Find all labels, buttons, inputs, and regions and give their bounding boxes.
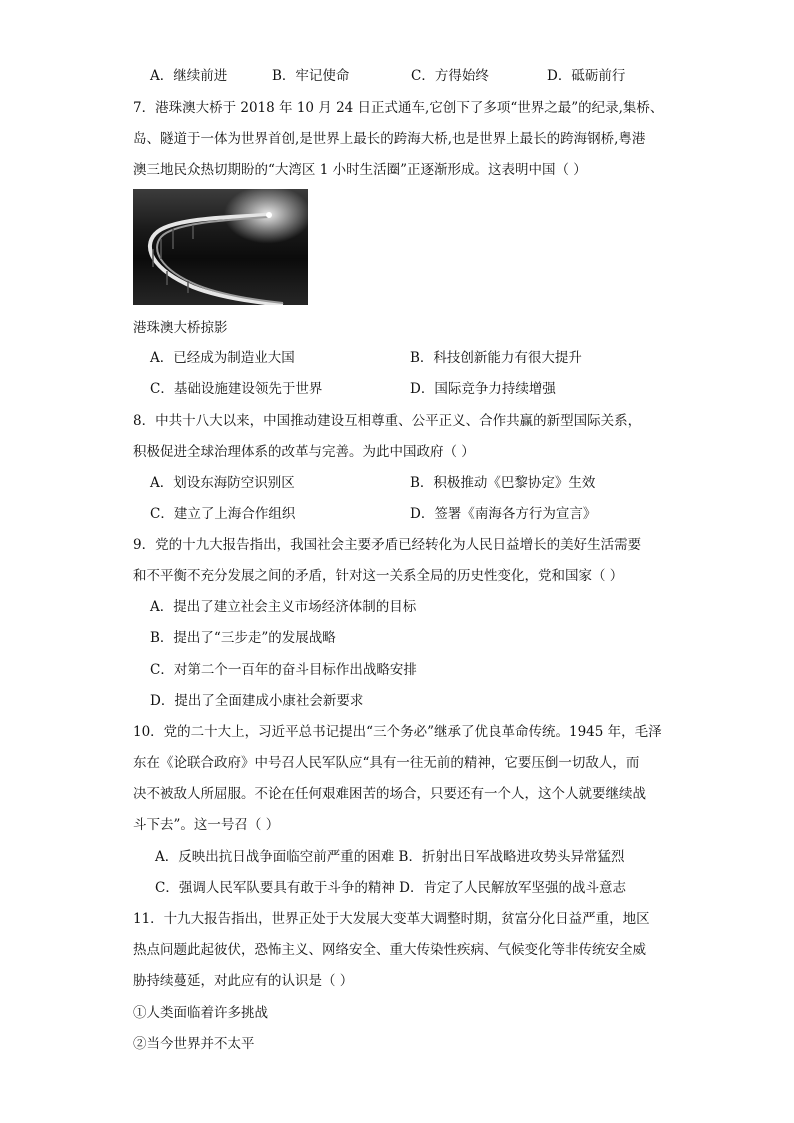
q6-option-c: C．方得始终 (411, 68, 489, 84)
q8-option-b: B．积极推动《巴黎协定》生效 (410, 475, 596, 491)
q10-stem-line-4: 斗下去”。这一号召（ ） (133, 817, 280, 833)
q9-stem-line-1: 9．党的十九大报告指出，我国社会主要矛盾已经转化为人民日益增长的美好生活需要 (133, 537, 642, 553)
q10-stem-line-1: 10．党的二十大上，习近平总书记提出“三个务必”继承了优良革命传统。1945 年，毛泽 (133, 724, 662, 740)
q8-option-d: D．签署《南海各方行为宣言》 (410, 506, 597, 522)
q10-options-row-1: A．反映出抗日战争面临空前严重的困难 B．折射出日军战略进攻势头异常猛烈 (155, 849, 625, 865)
q10-stem-line-2: 东在《论联合政府》中号召人民军队应“具有一往无前的精神，它要压倒一切敌人，而 (133, 755, 640, 771)
q7-stem-line-1: 7．港珠澳大桥于 2018 年 10 月 24 日正式通车,它创下了多项“世界之最”的纪录,集桥、 (133, 100, 664, 116)
q6-option-a: A．继续前进 (150, 68, 228, 84)
q11-item-1: ①人类面临着许多挑战 (133, 1005, 268, 1021)
q9-option-a: A．提出了建立社会主义市场经济体制的目标 (150, 599, 417, 615)
q7-option-c: C．基础设施建设领先于世界 (150, 381, 323, 397)
q6-option-d: D．砥砺前行 (547, 68, 626, 84)
q9-option-d: D．提出了全面建成小康社会新要求 (150, 693, 364, 709)
q7-stem-line-3: 澳三地民众热切期盼的“大湾区 1 小时生活圈”正逐渐形成。这表明中国（ ） (133, 162, 587, 178)
q11-stem-line-1: 11．十九大报告指出，世界正处于大发展大变革大调整时期，贫富分化日益严重，地区 (133, 911, 650, 927)
q8-stem-line-1: 8．中共十八大以来，中国推动建设互相尊重、公平正义、合作共赢的新型国际关系， (133, 413, 642, 429)
q7-option-b: B．科技创新能力有很大提升 (410, 350, 582, 366)
q7-option-d: D．国际竞争力持续增强 (410, 381, 556, 397)
q8-stem-line-2: 积极促进全球治理体系的改革与完善。为此中国政府（ ） (133, 444, 475, 460)
q7-photo-caption: 港珠澳大桥掠影 (133, 320, 228, 336)
q7-option-a: A．已经成为制造业大国 (150, 350, 295, 366)
q8-option-c: C．建立了上海合作组织 (150, 506, 296, 522)
q10-options-row-2: C．强调人民军队要具有敢于斗争的精神 D．肯定了人民解放军坚强的战斗意志 (155, 880, 626, 896)
q10-stem-line-3: 决不被敌人所屈服。不论在任何艰难困苦的场合，只要还有一个人，这个人就要继续战 (133, 786, 646, 802)
q7-stem-line-2: 岛、隧道于一体为世界首创,是世界上最长的跨海大桥,也是世界上最长的跨海钢桥,粤港 (133, 131, 646, 147)
q8-option-a: A．划设东海防空识别区 (150, 475, 295, 491)
q9-stem-line-2: 和不平衡不充分发展之间的矛盾，针对这一关系全局的历史性变化，党和国家（ ） (133, 568, 624, 584)
q9-option-b: B．提出了“三步走”的发展战略 (150, 630, 336, 646)
q6-option-b: B．牢记使命 (272, 68, 350, 84)
q11-item-2: ②当今世界并不太平 (133, 1036, 255, 1052)
q11-stem-line-3: 胁持续蔓延，对此应有的认识是（ ） (133, 973, 354, 989)
q9-option-c: C．对第二个一百年的奋斗目标作出战略安排 (150, 662, 417, 678)
q11-stem-line-2: 热点问题此起彼伏，恐怖主义、网络安全、重大传染性疾病、气候变化等非传统安全威 (133, 942, 646, 958)
bridge-photo (133, 189, 308, 305)
